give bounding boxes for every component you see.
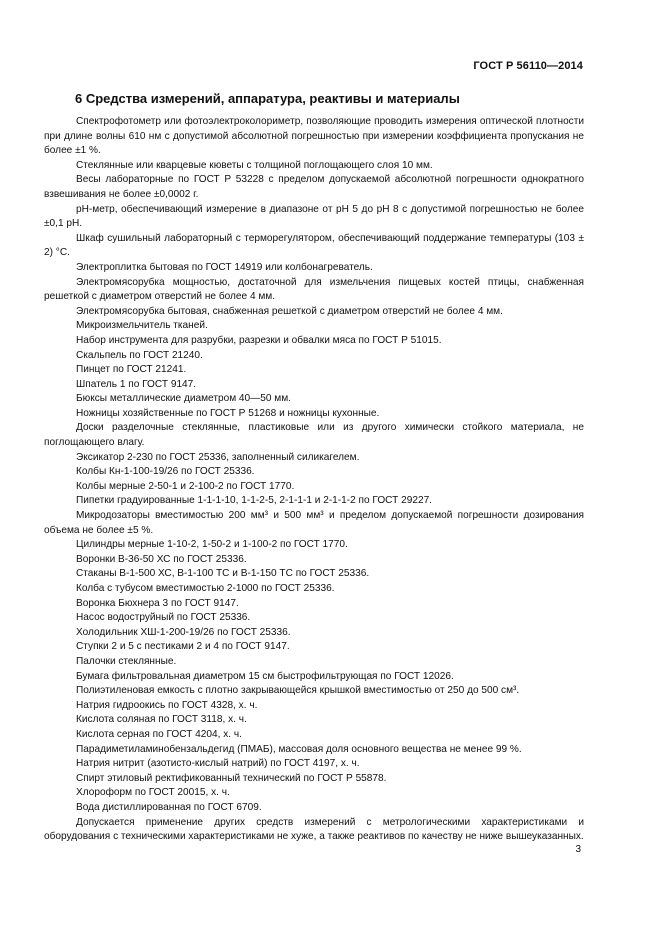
paragraph: Электромясорубка мощностью, достаточной для измельчения пищевых костей птицы, снабженная решеткой с диаметром отверстий не более 4 мм. [44, 276, 584, 303]
section-heading: 6 Средства измерений, аппаратура, реактивы и материалы [75, 91, 460, 106]
paragraph: Пинцет по ГОСТ 21241. [76, 364, 187, 376]
paragraph: Натрия гидроокись по ГОСТ 4328, х. ч. [76, 699, 258, 711]
paragraph: Бумага фильтровальная диаметром 15 см быстрофильтрующая по ГОСТ 12026. [76, 670, 454, 682]
paragraph: Парадиметиламинобензальдегид (ПМАБ), массовая доля основного вещества не менее 99 %. [76, 743, 522, 755]
paragraph: Весы лабораторные по ГОСТ Р 53228 с пределом допускаемой абсолютной погрешности однократного взвешивания не более ±0,0002 г. [44, 174, 584, 200]
paragraph: Хлороформ по ГОСТ 20015, х. ч. [76, 787, 230, 799]
paragraph: Воронка Бюхнера 3 по ГОСТ 9147. [76, 597, 239, 609]
paragraph: Ступки 2 и 5 с пестиками 2 и 4 по ГОСТ 9147. [76, 641, 290, 653]
paragraph: Набор инструмента для разрубки, разрезки и обвалки мяса по ГОСТ Р 51015. [76, 334, 442, 346]
paragraph: Кислота соляная по ГОСТ 3118, х. ч. [76, 714, 247, 726]
document-standard-number: ГОСТ Р 56110—2014 [473, 60, 583, 72]
paragraph: Спектрофотометр или фотоэлектроколориметр, позволяющие проводить измерения оптической плотности при длине волны 610 нм с допустимой абсолютной погрешностью при измерении коэффициента пропускания не более ±1 %. [44, 116, 584, 157]
paragraph: Полиэтиленовая емкость с плотно закрывающейся крышкой вместимостью от 250 до 500 см³. [76, 685, 520, 697]
section-body [44, 115, 584, 845]
paragraph: Микродозаторы вместимостью 200 мм³ и 500 мм³ и пределом допускаемой погрешности дозирования объема не более ±5 %. [44, 510, 584, 536]
paragraph: Шкаф сушильный лабораторный с терморегулятором, обеспечивающий поддержание температуры (103 ± 2) °С. [44, 232, 584, 259]
paragraph: Вода дистиллированная по ГОСТ 6709. [76, 801, 262, 813]
paragraph: Цилиндры мерные 1-10-2, 1-50-2 и 1-100-2 по ГОСТ 1770. [76, 539, 348, 551]
paragraph: Колбы мерные 2-50-1 и 2-100-2 по ГОСТ 1770. [76, 480, 295, 492]
paragraph: Натрия нитрит (азотисто-кислый натрий) по ГОСТ 4197, х. ч. [76, 758, 360, 770]
paragraph: Электромясорубка бытовая, снабженная решеткой с диаметром отверстий не более 4 мм. [76, 305, 503, 317]
paragraph: Палочки стеклянные. [76, 655, 177, 667]
paragraph: Электроплитка бытовая по ГОСТ 14919 или колбонагреватель. [76, 261, 373, 273]
paragraph: Шпатель 1 по ГОСТ 9147. [76, 378, 197, 390]
paragraph: Спирт этиловый ректификованный технический по ГОСТ Р 55878. [76, 772, 387, 784]
paragraph: Скальпель по ГОСТ 21240. [76, 349, 203, 361]
paragraph: Воронки В-36-50 ХС по ГОСТ 25336. [76, 553, 247, 565]
paragraph: рН-метр, обеспечивающий измерение в диапазоне от рН 5 до рН 8 с допустимой погрешностью не более ±0,1 рН. [44, 203, 584, 230]
paragraph: Колбы Кн-1-100-19/26 по ГОСТ 25336. [76, 466, 255, 478]
paragraph: Бюксы металлические диаметром 40—50 мм. [76, 393, 291, 405]
paragraph: Кислота серная по ГОСТ 4204, х. ч. [76, 728, 242, 740]
paragraph: Доски разделочные стеклянные, пластиковые или из другого химически стойкого материала, не поглощающего влагу. [44, 422, 584, 449]
paragraph: Стаканы В-1-500 ХС, В-1-100 ТС и В-1-150 ТС по ГОСТ 25336. [76, 568, 370, 580]
paragraph: Ножницы хозяйственные по ГОСТ Р 51268 и ножницы кухонные. [76, 407, 380, 419]
paragraph: Допускается применение других средств измерений с метрологическими характеристиками и оборудования с техническими характеристиками не хуже, а также реактивов по качеству не ниже вышеуказанных. [44, 816, 584, 843]
paragraph: Колба с тубусом вместимостью 2-1000 по ГОСТ 25336. [76, 583, 335, 594]
paragraph: Холодильник ХШ-1-200-19/26 по ГОСТ 25336. [76, 626, 291, 638]
page-number: 3 [575, 844, 581, 855]
paragraph: Пипетки градуированные 1-1-1-10, 1-1-2-5, 2-1-1-1 и 2-1-1-2 по ГОСТ 29227. [76, 495, 432, 507]
paragraph: Микроизмельчитель тканей. [76, 320, 208, 332]
paragraph: Насос водоструйный по ГОСТ 25336. [76, 612, 251, 624]
paragraph: Стеклянные или кварцевые кюветы с толщиной поглощающего слоя 10 мм. [76, 159, 433, 171]
paragraph: Эксикатор 2-230 по ГОСТ 25336, заполненный силикагелем. [76, 451, 360, 463]
